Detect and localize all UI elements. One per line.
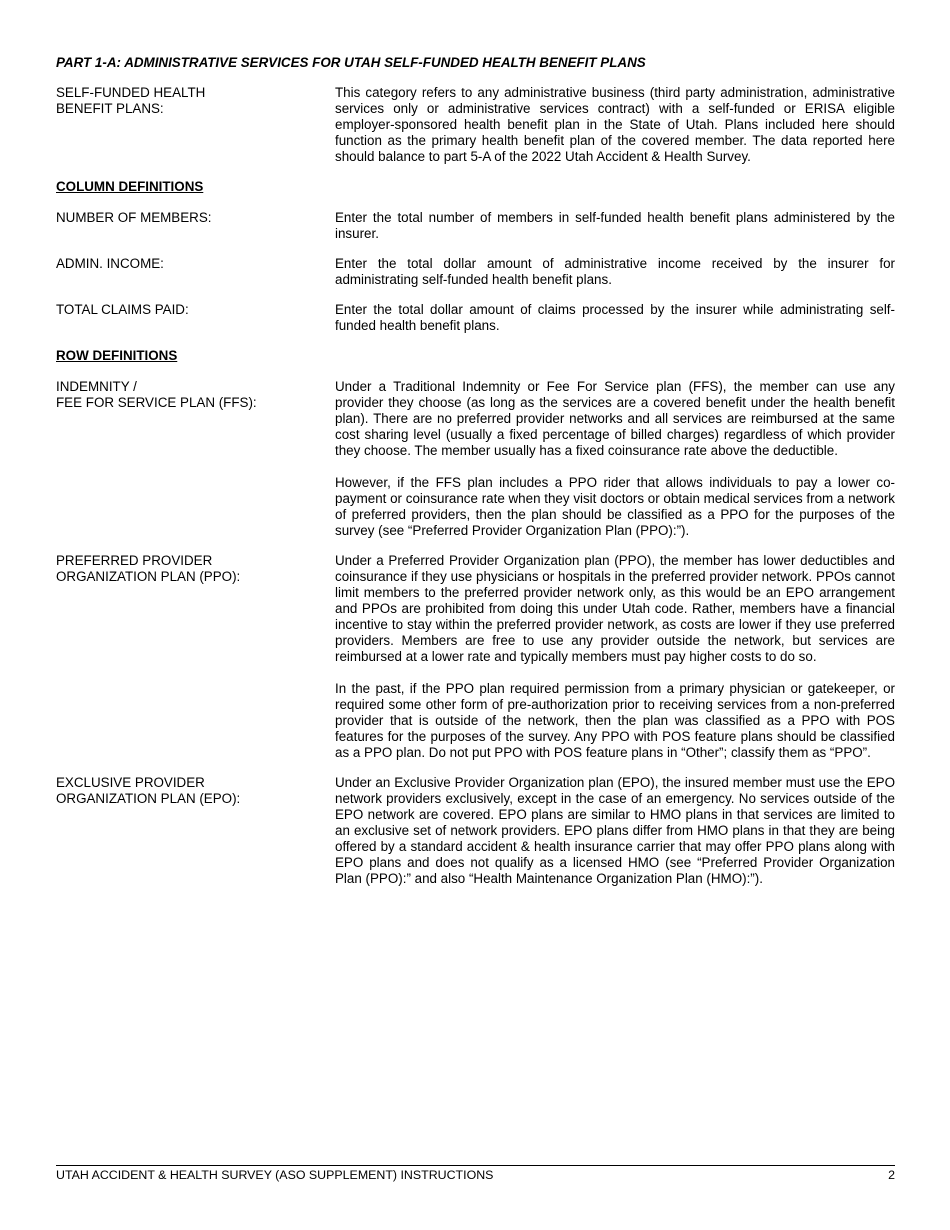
definition-paragraph: In the past, if the PPO plan required permission from a primary physician or gatekeeper, or required some other form of pre-authorization prior to receiving services from a non-preferred provider that is outside of the network, then the plan was classified as a PPO with POS features for the purposes of the survey. Any PPO with POS feature plans should be classified as a PPO plan. Do not put PPO with POS feature plans in “Other”; classify them as “PPO”.: [335, 681, 895, 760]
definition-term: PREFERRED PROVIDER ORGANIZATION PLAN (PPO):: [56, 553, 241, 584]
definition-row-number-of-members: [56, 210, 895, 242]
definition-paragraph: Under a Preferred Provider Organization plan (PPO), the member has lower deductibles and coinsurance if they use physicians or hospitals in the preferred provider network. PPOs cannot limit members to the preferred provider network only, as this would be an EPO arrangement and PPOs are prohibited from doing this under Utah code. Rather, members have a financial incentive to stay within the preferred provider network, as costs are lower if they use preferred providers. Members are free to use any provider outside the network, but services are reimbursed at a lower rate and typically members must pay higher costs to do so.: [335, 553, 895, 664]
page-number: 2: [888, 1168, 895, 1182]
document-page: [56, 55, 895, 901]
definition-row-total-claims-paid: [56, 302, 895, 334]
definition-paragraph: Under an Exclusive Provider Organization plan (EPO), the insured member must use the EPO network providers exclusively, except in the case of an emergency. No services outside of the EPO network are covered. EPO plans are similar to HMO plans in that services are limited to an exclusive set of network providers. EPO plans differ from HMO plans in that they are being offered by a standard accident & health insurance carrier that may offer PPO plans along with EPO plans and does not qualify as a licensed HMO (see “Preferred Provider Organization Plan (PPO):” and also “Health Maintenance Organization Plan (HMO):”).: [335, 775, 895, 886]
definition-text: [335, 775, 895, 887]
definition-term: EXCLUSIVE PROVIDER ORGANIZATION PLAN (EPO):: [56, 775, 241, 806]
definition-row-admin-income: [56, 256, 895, 288]
definition-term: INDEMNITY / FEE FOR SERVICE PLAN (FFS):: [56, 379, 257, 410]
definition-paragraph: However, if the FFS plan includes a PPO rider that allows individuals to pay a lower co-payment or coinsurance rate when they visit doctors or obtain medical services from a network of preferred providers, then the plan should be classified as a PPO for the purposes of the survey (see “Preferred Provider Organization Plan (PPO):”).: [335, 475, 895, 538]
definition-text: [335, 379, 895, 539]
definition-text: This category refers to any administrative business (third party administration, administrative services only or administrative services contract) with a self-funded or ERISA eligible employer-sponsored health benefit plan in the State of Utah. Plans included here should function as the primary health benefit plan of the covered member. The data reported here should balance to part 5-A of the 2022 Utah Accident & Health Survey.: [335, 85, 895, 164]
definition-text: Enter the total dollar amount of claims processed by the insurer while administrating self-funded health benefit plans.: [335, 302, 895, 333]
definition-term: SELF-FUNDED HEALTH BENEFIT PLANS:: [56, 85, 206, 116]
definition-paragraph: Under a Traditional Indemnity or Fee For Service plan (FFS), the member can use any provider they choose (as long as the services are a covered benefit under the health benefit plan). There are no preferred provider networks and all services are reimbursed at the same cost sharing level (usually a fixed percentage of billed charges) regardless of which provider they choose. The member usually has a fixed coinsurance rate above the deductible.: [335, 379, 895, 458]
definition-row-ffs: [56, 379, 895, 539]
column-definitions-heading: COLUMN DEFINITIONS: [56, 179, 204, 194]
footer-title: UTAH ACCIDENT & HEALTH SURVEY (ASO SUPPLEMENT) INSTRUCTIONS: [56, 1168, 494, 1182]
row-definitions-heading: ROW DEFINITIONS: [56, 348, 178, 363]
part-title: PART 1-A: ADMINISTRATIVE SERVICES FOR UTAH SELF-FUNDED HEALTH BENEFIT PLANS: [56, 55, 646, 70]
definition-term: NUMBER OF MEMBERS:: [56, 210, 212, 225]
definition-text: Enter the total dollar amount of administrative income received by the insurer for administrating self-funded health benefit plans.: [335, 256, 895, 287]
definition-row-ppo: [56, 553, 895, 761]
definition-row-epo: [56, 775, 895, 887]
definition-text: [335, 553, 895, 761]
page-footer: [56, 1165, 895, 1183]
definition-term: TOTAL CLAIMS PAID:: [56, 302, 189, 317]
definition-term: ADMIN. INCOME:: [56, 256, 164, 271]
definition-text: Enter the total number of members in self-funded health benefit plans administered by the insurer.: [335, 210, 895, 241]
definition-row-self-funded: [56, 85, 895, 165]
